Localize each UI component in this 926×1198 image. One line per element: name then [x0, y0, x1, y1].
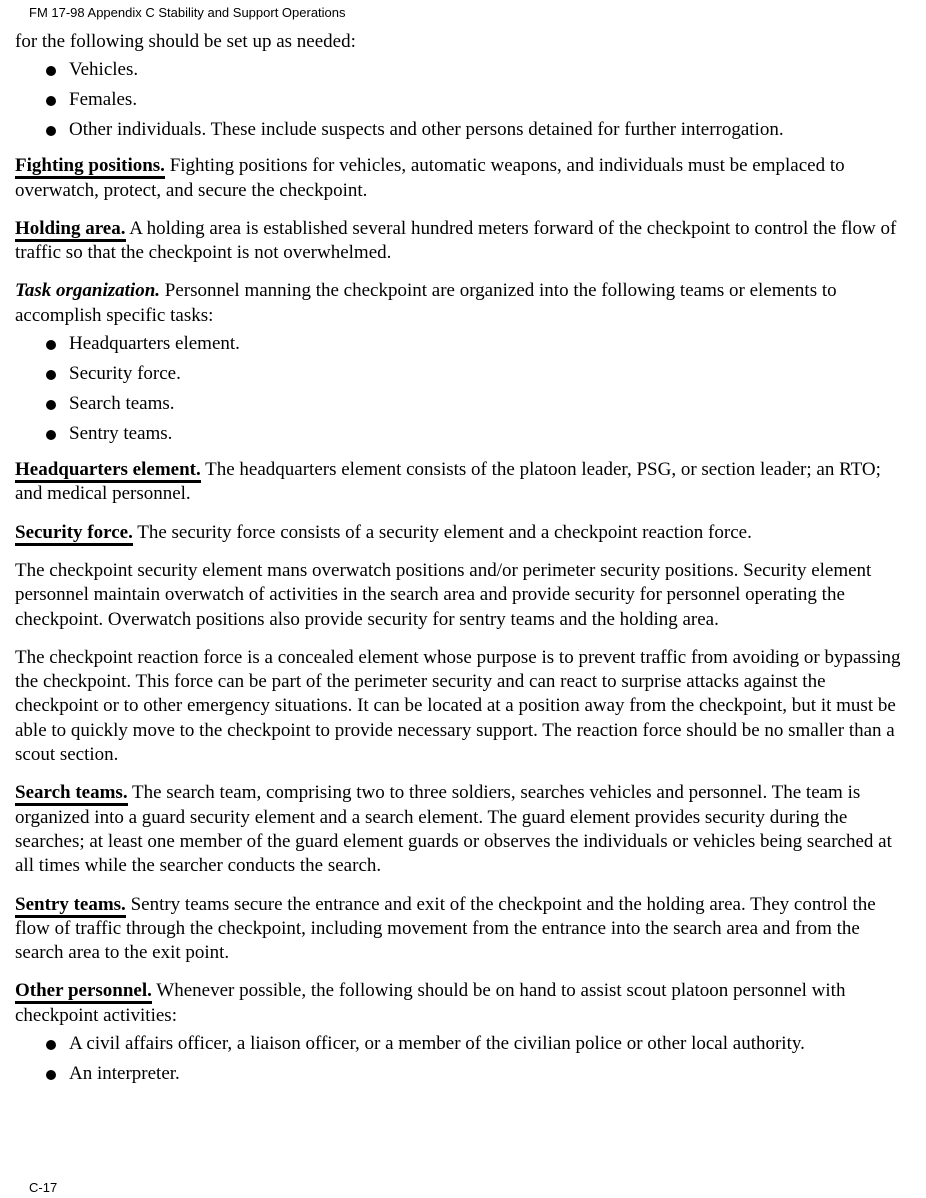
other-personnel-heading: Other personnel.: [15, 980, 152, 1004]
holding-area-paragraph: Holding area. A holding area is established several hundred meters forward of the checkpoint to control the flow of traffic so that the checkpoint is not overwhelmed.: [15, 217, 897, 264]
list-item: Headquarters element.: [15, 332, 913, 356]
running-header: FM 17-98 Appendix C Stability and Support Operations: [29, 5, 346, 20]
other-personnel-paragraph: Other personnel. Whenever possible, the following should be on hand to assist scout platoon personnel with checkpoint activities:: [15, 980, 846, 1026]
holding-area-heading: Holding area.: [15, 218, 126, 242]
bullet-icon: [46, 1070, 56, 1080]
intro-bullet-list: [15, 58, 913, 142]
page-number: C-17: [29, 1180, 58, 1195]
security-force-paragraph: Security force. The security force consists of a security element and a checkpoint reaction force.: [15, 521, 913, 545]
list-item: Sentry teams.: [15, 422, 913, 446]
list-item: An interpreter.: [15, 1062, 913, 1086]
task-organization-paragraph: Task organization. Personnel manning the checkpoint are organized into the following teams or elements to accomplish specific tasks:: [15, 280, 837, 326]
list-item: Search teams.: [15, 392, 913, 416]
bullet-icon: [46, 96, 56, 106]
list-item: A civil affairs officer, a liaison officer, or a member of the civilian police or other local authority.: [15, 1032, 913, 1056]
headquarters-element-paragraph: Headquarters element. The headquarters element consists of the platoon leader, PSG, or section leader; an RTO; and medical personnel.: [15, 459, 881, 505]
bullet-icon: [46, 400, 56, 410]
list-item: Vehicles.: [15, 58, 913, 82]
task-organization-bullet-list: [15, 332, 913, 446]
search-teams-paragraph: Search teams. The search team, comprising two to three soldiers, searches vehicles and personnel. The team is organized into a guard security element and a search element. The guard element provides security during the searches; at least one member of the guard element guards or observes the individuals or vehicles being searched at all times while the searcher conducts the search.: [15, 782, 892, 877]
intro-paragraph: for the following should be set up as needed:: [15, 31, 356, 52]
bullet-icon: [46, 340, 56, 350]
sentry-teams-paragraph: Sentry teams. Sentry teams secure the entrance and exit of the checkpoint and the holding area. They control the flow of traffic through the checkpoint, including movement from the entrance into the search area and from the search area to the exit point.: [15, 893, 876, 964]
list-item: Other individuals. These include suspects and other persons detained for further interrogation.: [15, 118, 913, 142]
bullet-icon: [46, 66, 56, 76]
bullet-icon: [46, 1040, 56, 1050]
list-item: Females.: [15, 88, 913, 112]
headquarters-element-heading: Headquarters element.: [15, 459, 201, 483]
fighting-positions-paragraph: Fighting positions. Fighting positions for vehicles, automatic weapons, and individuals must be emplaced to overwatch, protect, and secure the checkpoint.: [15, 155, 845, 201]
security-force-heading: Security force.: [15, 522, 133, 546]
fighting-positions-heading: Fighting positions.: [15, 155, 165, 179]
security-element-paragraph: The checkpoint security element mans overwatch positions and/or perimeter security positions. Security element personnel maintain overwatch of activities in the search area and provide security for personnel operating the checkpoint. Overwatch positions also provide security for sentry teams and the holding area.: [15, 559, 872, 630]
task-organization-heading: Task organization.: [15, 280, 161, 302]
sentry-teams-heading: Sentry teams.: [15, 894, 126, 918]
bullet-icon: [46, 126, 56, 136]
reaction-force-paragraph: The checkpoint reaction force is a concealed element whose purpose is to prevent traffic from avoiding or bypassing the checkpoint. This force can be part of the perimeter security and can react to surprise attacks against the checkpoint or to other emergency situations. It can be located at a position away from the checkpoint, but it must be able to quickly move to the checkpoint to provide necessary support. The reaction force should be no smaller than a scout section.: [15, 646, 901, 766]
bullet-icon: [46, 430, 56, 440]
other-personnel-bullet-list: [15, 1032, 913, 1086]
page-body: [15, 30, 913, 1098]
search-teams-heading: Search teams.: [15, 782, 128, 806]
bullet-icon: [46, 370, 56, 380]
list-item: Security force.: [15, 362, 913, 386]
